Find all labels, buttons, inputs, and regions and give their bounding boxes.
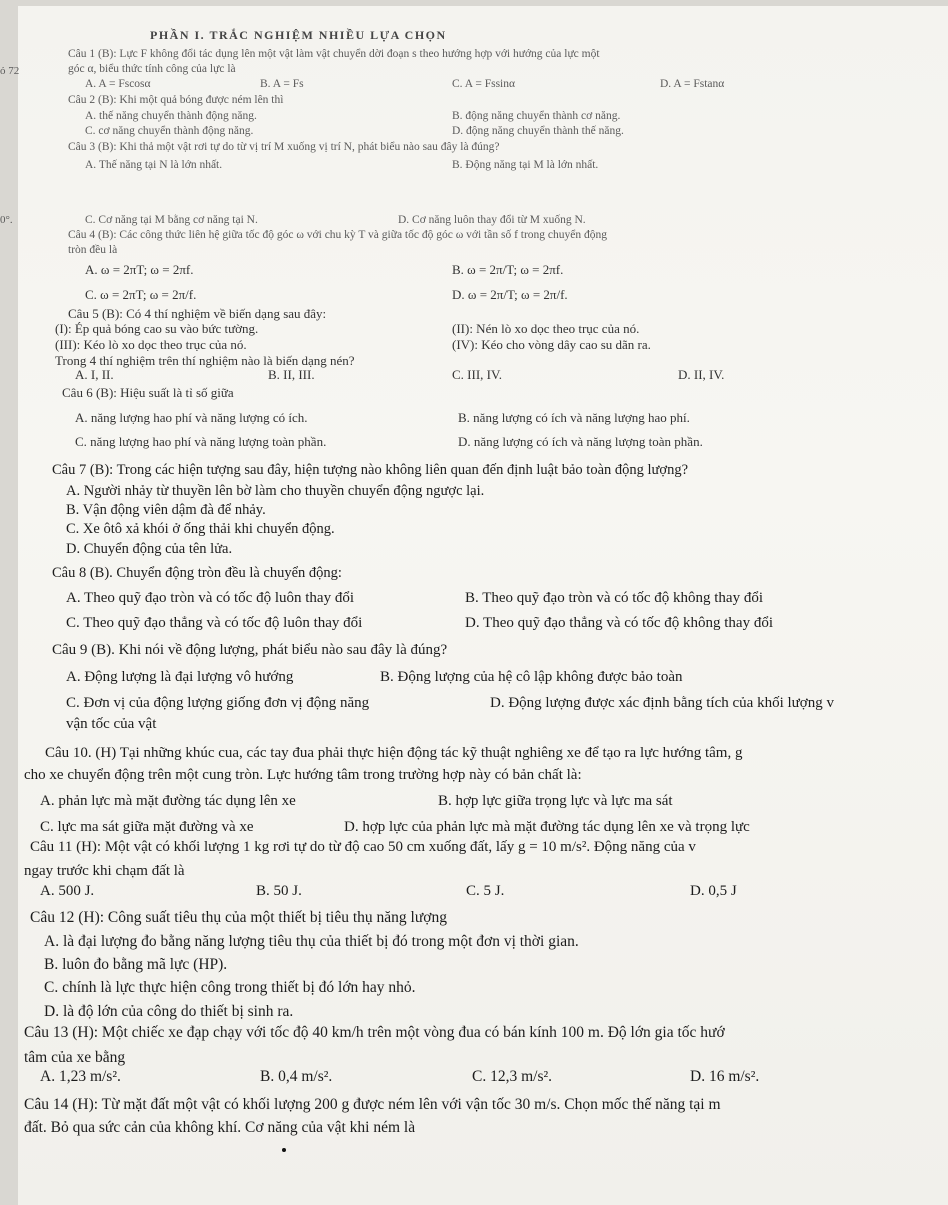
question-4-stem: Câu 4 (B): Các công thức liên hệ giữa tốc độ góc ω với chu kỳ T và giữa tốc độ góc ω với tần số f trong chuyển động — [68, 229, 608, 241]
question-2-stem: Câu 2 (B): Khi một quả bóng được ném lên thì — [68, 94, 284, 106]
question-13-option-c: C. 12,3 m/s². — [472, 1068, 553, 1085]
question-5-experiment-3: (III): Kéo lò xo dọc theo trục của nó. — [55, 337, 247, 352]
question-7-stem: Câu 7 (B): Trong các hiện tượng sau đây, hiện tượng nào không liên quan đến định luật bảo toàn động lượng? — [52, 462, 689, 478]
question-12-option-b: B. luôn đo bằng mã lực (HP). — [44, 956, 228, 973]
question-3-stem: Câu 3 (B): Khi thả một vật rơi tự do từ vị trí M xuống vị trí N, phát biểu nào sau đây là đúng? — [68, 141, 500, 153]
question-2-option-b: B. động năng chuyển thành cơ năng. — [452, 110, 621, 122]
question-5-experiment-2: (II): Nén lò xo dọc theo trục của nó. — [452, 321, 640, 336]
question-8-option-c: C. Theo quỹ đạo thẳng và có tốc độ luôn thay đổi — [66, 615, 363, 631]
question-7-option-d: D. Chuyển động của tên lửa. — [66, 541, 233, 557]
question-10-option-b: B. hợp lực giữa trọng lực và lực ma sát — [438, 793, 673, 809]
question-2-option-d: D. động năng chuyển thành thế năng. — [452, 125, 624, 137]
question-1-option-d: D. A = Fstanα — [660, 78, 725, 90]
question-7-option-b: B. Vận động viên dậm đà để nhảy. — [66, 502, 266, 518]
question-12-stem: Câu 12 (H): Công suất tiêu thụ của một thiết bị tiêu thụ năng lượng — [30, 909, 447, 926]
question-9-option-b: B. Động lượng của hệ cô lập không được bảo toàn — [380, 669, 683, 685]
question-7-option-a: A. Người nhảy từ thuyền lên bờ làm cho thuyền chuyển động ngược lại. — [66, 483, 485, 499]
question-6-option-b: B. năng lượng có ích và năng lượng hao phí. — [458, 410, 690, 425]
question-3-option-b: B. Động năng tại M là lớn nhất. — [452, 159, 599, 171]
question-5-option-a: A. I, II. — [75, 367, 114, 382]
question-7-option-c: C. Xe ôtô xả khói ở ống thải khi chuyển động. — [66, 521, 335, 537]
question-13-stem: Câu 13 (H): Một chiếc xe đạp chạy với tốc độ 40 km/h trên một vòng đua có bán kính 100 m. Độ lớn gia tốc hướ — [24, 1024, 725, 1041]
question-5-option-d: D. II, IV. — [678, 367, 725, 382]
question-4-option-b: B. ω = 2π/T; ω = 2πf. — [452, 262, 564, 277]
question-4-option-a: A. ω = 2πT; ω = 2πf. — [85, 262, 194, 277]
question-1-option-a: A. A = Fscosα — [85, 78, 151, 90]
question-9-option-a: A. Động lượng là đại lượng vô hướng — [66, 669, 294, 685]
question-1-option-c: C. A = Fssinα — [452, 78, 516, 90]
question-13-option-d: D. 16 m/s². — [690, 1068, 760, 1085]
question-11-option-b: B. 50 J. — [256, 883, 302, 899]
question-14-stem: Câu 14 (H): Từ mặt đất một vật có khối lượng 200 g được ném lên với vận tốc 30 m/s. Chọn mốc thế năng tại m — [24, 1096, 721, 1113]
margin-fragment-1: ỏ 72 — [0, 65, 20, 77]
question-6-option-a: A. năng lượng hao phí và năng lượng có ích. — [75, 410, 308, 425]
question-14-stem-2: đất. Bỏ qua sức cản của không khí. Cơ năng của vật khi ném là — [24, 1119, 416, 1136]
question-9-stem: Câu 9 (B). Khi nói về động lượng, phát biểu nào sau đây là đúng? — [52, 642, 448, 658]
question-5-option-b: B. II, III. — [268, 367, 315, 382]
question-9-option-d: D. Động lượng được xác định bằng tích của khối lượng v — [490, 695, 834, 711]
question-12-option-d: D. là độ lớn của công do thiết bị sinh ra. — [44, 1003, 294, 1020]
question-3-option-c: C. Cơ năng tại M bằng cơ năng tại N. — [85, 214, 258, 226]
question-11-option-a: A. 500 J. — [40, 883, 95, 899]
question-6-stem: Câu 6 (B): Hiệu suất là tỉ số giữa — [62, 385, 234, 400]
question-2-option-c: C. cơ năng chuyển thành động năng. — [85, 125, 254, 137]
question-5-experiment-1: (I): Ép quả bóng cao su vào bức tường. — [55, 321, 259, 336]
question-3-option-a: A. Thế năng tại N là lớn nhất. — [85, 159, 223, 171]
question-8-stem: Câu 8 (B). Chuyển động tròn đều là chuyển động: — [52, 565, 342, 581]
question-9-option-d-continued: vận tốc của vật — [66, 716, 157, 732]
question-11-option-c: C. 5 J. — [466, 883, 505, 899]
question-11-stem: Câu 11 (H): Một vật có khối lượng 1 kg rơi tự do từ độ cao 50 cm xuống đất, lấy g = 10 m/s². Động năng của v — [30, 839, 696, 855]
question-10-stem-2: cho xe chuyển động trên một cung tròn. Lực hướng tâm trong trường hợp này có bản chất là: — [24, 767, 582, 783]
question-5-option-c: C. III, IV. — [452, 367, 502, 382]
question-10-option-a: A. phản lực mà mặt đường tác dụng lên xe — [40, 793, 296, 809]
question-4-option-d: D. ω = 2π/T; ω = 2π/f. — [452, 287, 568, 302]
question-5-stem: Câu 5 (B): Có 4 thí nghiệm về biến dạng sau đây: — [68, 306, 327, 321]
question-13-stem-2: tâm của xe bằng — [24, 1049, 126, 1066]
question-1-stem-2: góc α, biểu thức tính công của lực là — [68, 63, 236, 75]
question-8-option-b: B. Theo quỹ đạo tròn và có tốc độ không thay đổi — [465, 590, 764, 606]
question-6-option-d: D. năng lượng có ích và năng lượng toàn phần. — [458, 434, 703, 449]
question-2-option-a: A. thế năng chuyển thành động năng. — [85, 110, 257, 122]
question-8-option-a: A. Theo quỹ đạo tròn và có tốc độ luôn thay đổi — [66, 590, 355, 606]
question-13-option-b: B. 0,4 m/s². — [260, 1068, 333, 1085]
question-8-option-d: D. Theo quỹ đạo thẳng và có tốc độ không thay đổi — [465, 615, 773, 631]
section-heading: PHẦN I. TRẮC NGHIỆM NHIỀU LỰA CHỌN — [150, 28, 447, 42]
question-1-option-b: B. A = Fs — [260, 78, 304, 90]
question-9-option-c: C. Đơn vị của động lượng giống đơn vị động năng — [66, 695, 370, 711]
question-3-option-d: D. Cơ năng luôn thay đổi từ M xuống N. — [398, 214, 586, 226]
question-5-experiment-4: (IV): Kéo cho vòng dây cao su dãn ra. — [452, 337, 651, 352]
question-12-option-a: A. là đại lượng đo bằng năng lượng tiêu thụ của thiết bị đó trong một đơn vị thời gian. — [44, 933, 579, 950]
ink-dot — [282, 1148, 286, 1152]
question-10-stem: Câu 10. (H) Tại những khúc cua, các tay đua phải thực hiện động tác kỹ thuật nghiêng xe để tạo ra lực hướng tâm, g — [45, 745, 743, 761]
question-10-option-d: D. hợp lực của phản lực mà mặt đường tác dụng lên xe và trọng lực — [344, 819, 750, 835]
question-11-stem-2: ngay trước khi chạm đất là — [24, 863, 185, 879]
question-13-option-a: A. 1,23 m/s². — [40, 1068, 121, 1085]
question-11-option-d: D. 0,5 J — [690, 883, 737, 899]
question-1-stem: Câu 1 (B): Lực F không đổi tác dụng lên một vật làm vật chuyển dời đoạn s theo hướng hợp với hướng của lực một — [68, 48, 600, 60]
question-10-option-c: C. lực ma sát giữa mặt đường và xe — [40, 819, 254, 835]
margin-fragment-2: 0°. — [0, 214, 13, 226]
question-6-option-c: C. năng lượng hao phí và năng lượng toàn phần. — [75, 434, 327, 449]
question-4-stem-2: tròn đều là — [68, 244, 118, 256]
question-12-option-c: C. chính là lực thực hiện công trong thiết bị đó lớn hay nhỏ. — [44, 979, 416, 996]
question-5-prompt: Trong 4 thí nghiệm trên thí nghiệm nào là biến dạng nén? — [55, 353, 355, 368]
question-4-option-c: C. ω = 2πT; ω = 2π/f. — [85, 287, 197, 302]
